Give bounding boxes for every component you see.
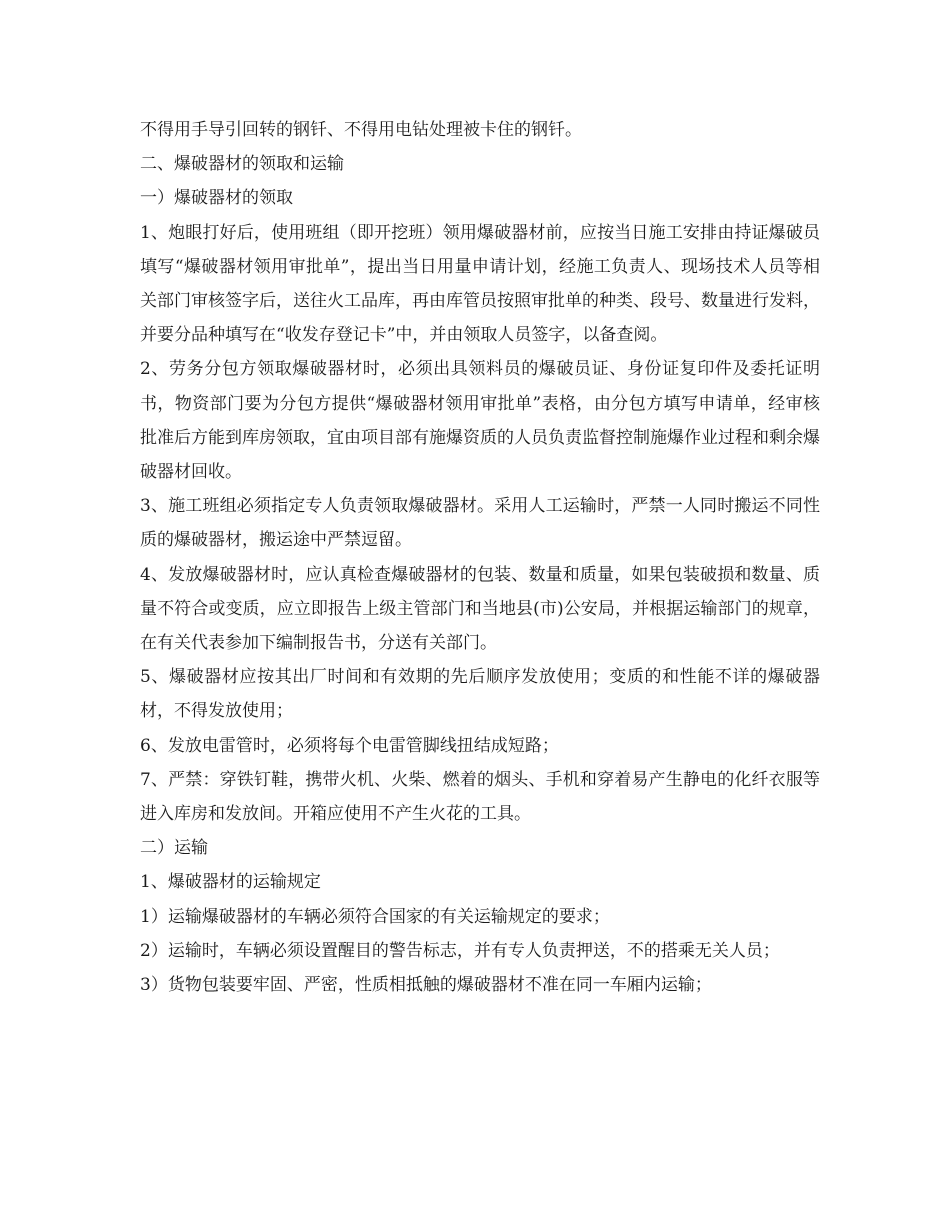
- document-body: [140, 113, 820, 1002]
- paragraph-continuation: 不得用手导引回转的钢钎、不得用电钻处理被卡住的钢钎。: [140, 120, 582, 140]
- subsection-heading-2: 二）运输: [140, 838, 208, 859]
- section-heading-2: 二、爆破器材的领取和运输: [140, 154, 344, 175]
- paragraph-item-3: 3、施工班组必须指定专人负责领取爆破器材。采用人工运输时，严禁一人同时搬运不同性质的爆破器材，搬运途中严禁逗留。: [140, 496, 820, 551]
- paragraph-item-6: 6、发放电雷管时，必须将每个电雷管脚线扭结成短路；: [140, 735, 559, 756]
- paragraph-item-1: 1、炮眼打好后，使用班组（即开挖班）领用爆破器材前，应按当日施工安排由持证爆破员填写“爆破器材领用审批单”，提出当日用量申请计划，经施工负责人、现场技术人员等相关部门审核签字后，送往火工品库，再由库管员按照审批单的种类、段号、数量进行发料，并要分品种填写在“收发存登记卡”中，并由领取人员签字，以备查阅。: [140, 222, 820, 346]
- transport-rule-3: 3）货物包装要牢固、严密，性质相抵触的爆破器材不准在同一车厢内运输；: [140, 975, 712, 996]
- paragraph-item-5: 5、爆破器材应按其出厂时间和有效期的先后顺序发放使用；变质的和性能不详的爆破器材，不得发放使用；: [140, 667, 820, 722]
- transport-rule-2: 2）运输时，车辆必须设置醒目的警告标志，并有专人负责押送，不的搭乘无关人员；: [140, 940, 780, 961]
- paragraph-item-7: 7、严禁：穿铁钉鞋，携带火机、火柴、燃着的烟头、手机和穿着易产生静电的化纤衣服等进入库房和发放间。开箱应使用不产生火花的工具。: [140, 769, 820, 825]
- paragraph-item-2: 2、劳务分包方领取爆破器材时，必须出具领料员的爆破员证、身份证复印件及委托证明书，物资部门要为分包方提供“爆破器材领用审批单”表格，由分包方填写申请单，经审核批准后方能到库房领取，宜由项目部有施爆资质的人员负责监督控制施爆作业过程和剩余爆破器材回收。: [140, 359, 820, 483]
- paragraph-item-4: 4、发放爆破器材时，应认真检查爆破器材的包装、数量和质量，如果包装破损和数量、质量不符合或变质，应立即报告上级主管部门和当地县(市)公安局，并根据运输部门的规章，在有关代表参加下编制报告书，分送有关部门。: [140, 564, 820, 654]
- transport-rules-heading: 1、爆破器材的运输规定: [140, 872, 321, 893]
- subsection-heading-1: 一）爆破器材的领取: [140, 188, 293, 209]
- transport-rule-1: 1）运输爆破器材的车辆必须符合国家的有关运输规定的要求；: [140, 906, 610, 927]
